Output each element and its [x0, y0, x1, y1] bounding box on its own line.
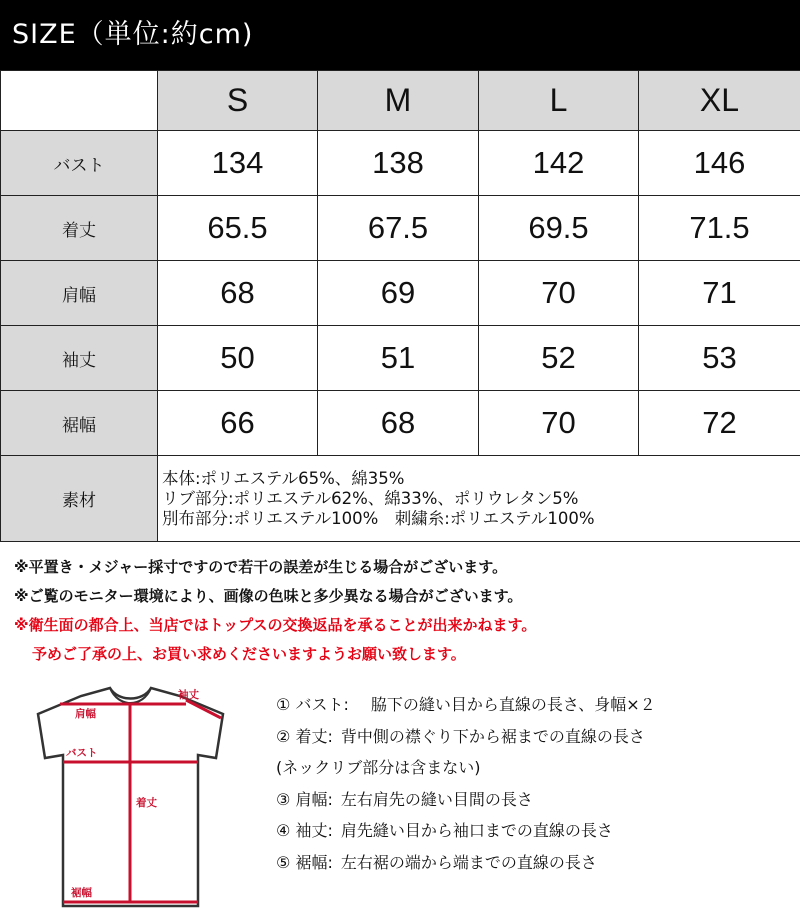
diagram-label-bust: バスト — [66, 747, 98, 759]
table-cell: 70 — [479, 391, 639, 456]
size-title: SIZE（単位:約cm) — [0, 0, 800, 70]
material-cell — [158, 456, 800, 542]
table-cell: 66 — [158, 391, 318, 456]
table-row-hem — [1, 391, 800, 456]
row-label: 着丈 — [1, 196, 158, 261]
table-cell: 142 — [479, 131, 639, 196]
note-line-warning: 予めご了承の上、お買い求めくださいますようお願い致します。 — [32, 645, 466, 663]
legend-item: ② 着丈: 背中側の襟ぐり下から裾までの直線の長さ — [276, 726, 645, 746]
note-line: ※平置き・メジャー採寸ですので若干の誤差が生じる場合がございます。 — [14, 558, 508, 576]
table-cell: 52 — [479, 326, 639, 391]
table-cell: 71 — [639, 261, 800, 326]
legend-item: ⑤ 裾幅: 左右裾の端から端までの直線の長さ — [276, 852, 597, 872]
size-header: XL — [639, 71, 800, 131]
table-cell: 68 — [318, 391, 479, 456]
table-cell: 134 — [158, 131, 318, 196]
legend-item: (ネックリブ部分は含まない) — [276, 758, 481, 777]
table-cell: 51 — [318, 326, 479, 391]
material-line: 本体:ポリエステル65%、綿35% — [162, 468, 405, 488]
table-cell: 71.5 — [639, 196, 800, 261]
table-row-material — [1, 456, 800, 542]
legend-item: ① バスト: 脇下の縫い目から直線の長さ、身幅×２ — [276, 695, 656, 714]
diagram-label-length: 着丈 — [136, 797, 157, 809]
row-label: 裾幅 — [1, 391, 158, 456]
diagram-label-sleeve: 袖丈 — [178, 689, 199, 701]
table-cell: 68 — [158, 261, 318, 326]
size-header: M — [318, 71, 479, 131]
table-row-sleeve — [1, 326, 800, 391]
corner-cell — [1, 71, 158, 131]
table-row-bust — [1, 131, 800, 196]
table-cell: 70 — [479, 261, 639, 326]
table-cell: 67.5 — [318, 196, 479, 261]
table-cell: 69.5 — [479, 196, 639, 261]
table-row-shoulder — [1, 261, 800, 326]
size-header-row — [1, 71, 800, 131]
row-label: 素材 — [1, 456, 158, 542]
diagram-label-shoulder: 肩幅 — [75, 708, 96, 720]
size-table — [0, 70, 800, 542]
material-line: リブ部分:ポリエステル62%、綿33%、ポリウレタン5% — [162, 488, 579, 508]
table-cell: 146 — [639, 131, 800, 196]
note-line-warning: ※衛生面の都合上、当店ではトップスの交換返品を承ることが出来かねます。 — [14, 616, 537, 634]
table-cell: 72 — [639, 391, 800, 456]
row-label: 肩幅 — [1, 261, 158, 326]
size-header: S — [158, 71, 318, 131]
table-row-length — [1, 196, 800, 261]
table-cell: 53 — [639, 326, 800, 391]
row-label: バスト — [1, 131, 158, 196]
table-cell: 65.5 — [158, 196, 318, 261]
material-line: 別布部分:ポリエステル100% 刺繍糸:ポリエステル100% — [162, 508, 595, 528]
legend-item: ③ 肩幅: 左右肩先の縫い目間の長さ — [276, 789, 533, 809]
table-cell: 138 — [318, 131, 479, 196]
table-cell: 69 — [318, 261, 479, 326]
measurement-legend — [276, 689, 796, 878]
note-line: ※ご覧のモニター環境により、画像の色味と多少異なる場合がございます。 — [14, 587, 523, 605]
legend-item: ④ 袖丈: 肩先縫い目から袖口までの直線の長さ — [276, 821, 613, 840]
tshirt-diagram — [18, 680, 258, 910]
table-cell: 50 — [158, 326, 318, 391]
notes — [14, 553, 794, 669]
row-label: 袖丈 — [1, 326, 158, 391]
size-header: L — [479, 71, 639, 131]
diagram-label-hem: 裾幅 — [71, 887, 92, 899]
